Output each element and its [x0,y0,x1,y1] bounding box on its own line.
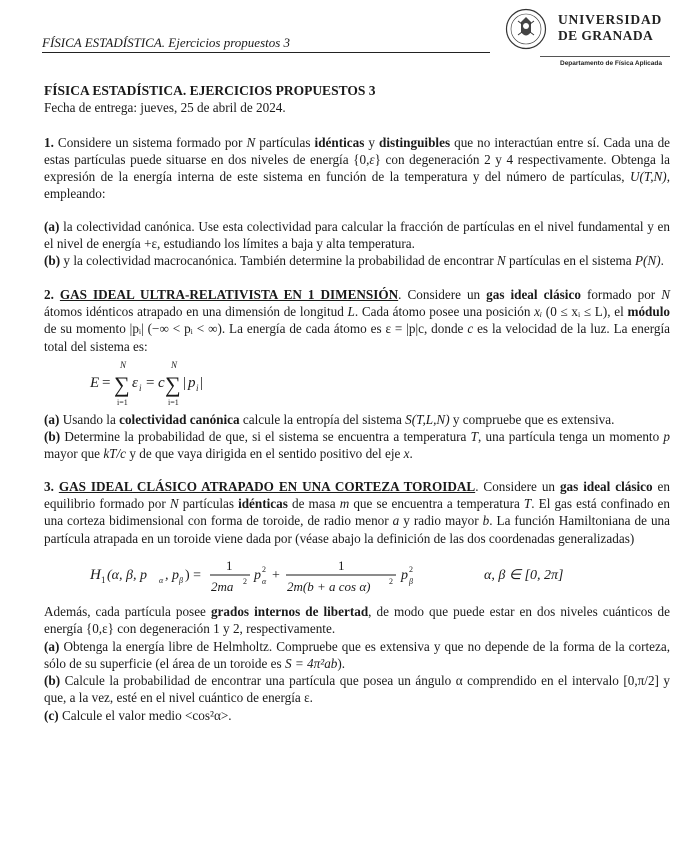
svg-text:=: = [146,374,155,391]
svg-text:β: β [179,575,183,585]
svg-text:i: i [139,382,142,393]
svg-text:∑: ∑ [165,371,181,397]
university-name [558,12,662,44]
due-date: Fecha de entrega: jueves, 25 de abril de 2024. [44,100,286,116]
svg-text:H: H [90,566,101,583]
university-line-1: UNIVERSIDAD [558,12,663,27]
svg-text:β: β [409,576,413,586]
svg-text:p: p [188,374,196,391]
svg-text:p: p [401,567,408,583]
svg-text:2: 2 [389,576,393,586]
svg-text:E: E [90,374,100,391]
svg-text:p: p [254,567,261,583]
header-divider [42,52,490,53]
department-divider [540,56,670,57]
question-3-part-b: (b) Calcule la probabilidad de encontrar una partícula que posea un ángulo α comprendido en el intervalo [0,π/2] y que, a la vez, esté en el nivel cuántico de energía ε. [44,673,670,706]
question-1: 1. Considere un sistema formado por N partículas idénticas y distinguibles que no interactúan entre sí. Cada una de estas partículas puede situarse en dos niveles de energía {0,ε} con degeneración 2 y 4 respectivamente. Obtenga la expresión de la energía interna de este sistema en función de la temperatura y del número de partículas, U(T,N), empleando: [44,134,671,202]
svg-text:1: 1 [338,557,345,573]
university-line-2: DE GRANADA [558,28,654,43]
question-2-part-a: (a) Usando la colectividad canónica calcule la entropía del sistema S(T,L,N) y compruebe que es extensiva. [44,411,615,427]
svg-text:+: + [272,567,280,583]
svg-text:∑: ∑ [114,371,130,397]
equation-total-energy [44,355,670,411]
svg-text:) =: ) = [185,567,202,583]
university-seal-icon [505,8,547,50]
svg-text:α: α [159,575,164,585]
svg-text:i=1: i=1 [117,397,128,407]
svg-text:2: 2 [243,576,247,586]
svg-text:c: c [158,374,165,391]
svg-text:2ma: 2ma [211,578,234,594]
svg-text:|: | [200,374,204,391]
svg-text:1: 1 [101,574,106,585]
svg-text:|: | [183,374,187,391]
question-2-part-b: (b) Determine la probabilidad de que, si el sistema se encuentra a temperatura T, una partícula tenga un momento p mayor que kT/c y de que vaya dirigida en el sentido positivo del eje x. [44,429,670,462]
svg-text:N: N [120,359,127,370]
question-3-heading: GAS IDEAL CLÁSICO ATRAPADO EN UNA CORTEZA TOROIDAL [58,478,476,494]
svg-text:=: = [102,374,111,391]
svg-text:ε: ε [132,374,138,391]
svg-text:2: 2 [409,564,413,574]
question-2: 2. GAS IDEAL ULTRA-RELATIVISTA EN 1 DIMENSIÓN. Considere un gas ideal clásico formado por N átomos idénticos atrapado en una dimensión de longitud L. Cada átomo posee una posición xᵢ (0 ≤ xᵢ ≤ L), el módulo de su momento |pᵢ| (−∞ < pᵢ < ∞). La energía de cada átomo es ε = |p|c, donde c es la velocidad de la luz. La energía total del sistema es: [44,286,670,354]
svg-text:i: i [196,382,199,393]
svg-text:α, β ∈ [0, 2π]: α, β ∈ [0, 2π] [484,567,564,583]
department-name: Departamento de Física Aplicada [560,60,662,67]
svg-text:N: N [171,359,178,370]
question-3: 3. GAS IDEAL CLÁSICO ATRAPADO EN UNA CORTEZA TOROIDAL. Considere un gas ideal clásico en equilibrio formado por N partículas idénticas de masa m que se encuentra a temperatura T. El gas está confinado en una corteza bidimensional con forma de toroide, de radio menor a y radio mayor b. La función Hamiltoniana de una partícula atrapada en un toroide viene dada por (véase abajo la definición de las dos coordenadas generalizadas) [44,478,670,546]
question-3-part-c: (c) Calcule el valor medio <cos²α>. [44,707,232,723]
svg-text:2: 2 [262,564,266,574]
question-3-internal-dof: Además, cada partícula posee grados internos de libertad, de modo que puede estar en dos niveles cuánticos de energía {0,ε} con degeneración 1 y 2, respectivamente. [44,603,670,637]
svg-text:(α, β, p: (α, β, p [107,567,147,583]
svg-text:i=1: i=1 [168,397,179,407]
document-body [44,82,670,724]
question-1-part-b: (b) y la colectividad macrocanónica. También determine la probabilidad de encontrar N partículas en el sistema P(N). [44,253,664,269]
running-title: FÍSICA ESTADÍSTICA. Ejercicios propuestos 3 [42,35,291,50]
question-2-heading: GAS IDEAL ULTRA-RELATIVISTA EN 1 DIMENSIÓN [59,286,399,302]
document-title: FÍSICA ESTADÍSTICA. EJERCICIOS PROPUESTOS 3 [44,83,376,98]
equation-hamiltonian [44,547,670,603]
svg-text:1: 1 [226,557,233,573]
svg-text:2m(b + a cos α): 2m(b + a cos α) [287,578,371,594]
question-1-part-a: (a) la colectividad canónica. Use esta colectividad para calcular la fracción de partículas en el nivel fundamental y en el nivel de energía +ε, estudiando los límites a baja y alta temperatura. [44,218,670,252]
question-3-part-a: (a) Obtenga la energía libre de Helmholtz. Compruebe que es extensiva y que no depende de la forma de la corteza, sólo de su superficie (el área de un toroide es S = 4π²ab). [44,638,670,671]
svg-text:α: α [262,576,267,586]
svg-text:, p: , p [165,567,179,583]
